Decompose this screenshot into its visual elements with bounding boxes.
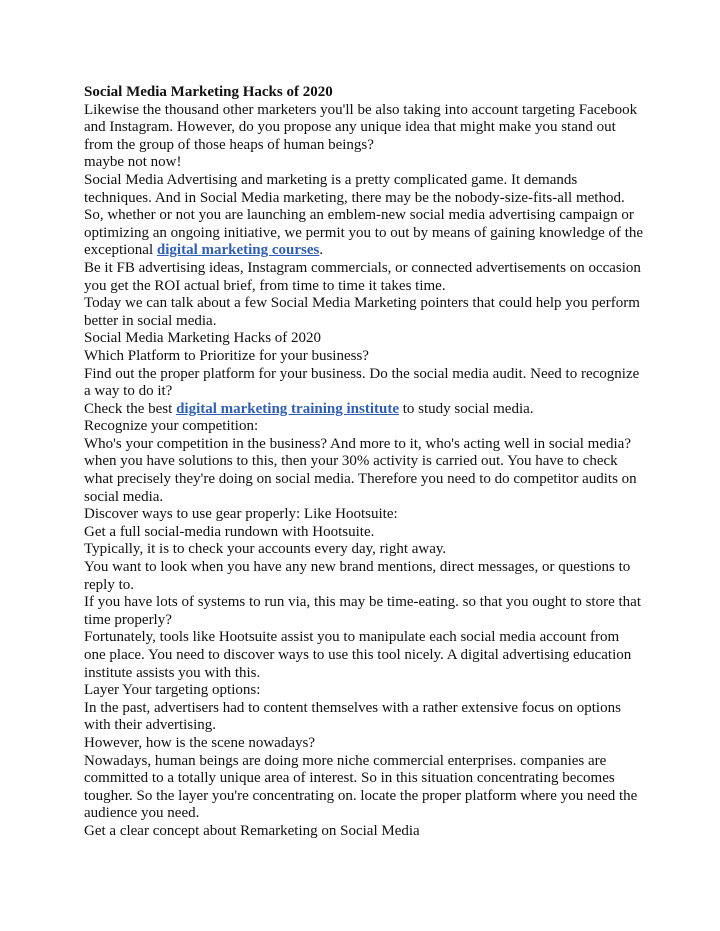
paragraph-typically: Typically, it is to check your accounts every day, right away. [84,541,447,558]
paragraph-in-past: In the past, advertisers had to content themselves with a rather extensive focus on options with their advertising. [84,699,621,734]
section-heading-competition: Recognize your competition: [84,418,259,435]
paragraph-advertising-end: . [319,242,324,259]
paragraph-competition: Who's your competition in the business? And more to it, who's acting well in social media? when you have solutions to this, then your 30% activity is carried out. You have to check what precisely they're doing on social media. Therefore you need to do competitor audits on social media. [84,435,637,505]
paragraph-today: Today we can talk about a few Social Media Marketing pointers that could help you perform better in social media. [84,295,640,329]
paragraph-check-end: to study social media. [398,400,534,417]
document-title: Social Media Marketing Hacks of 2020 [84,84,333,100]
paragraph-roi: Be it FB advertising ideas, Instagram commercials, or connected advertisements on occasion you get the ROI actual brief, from time to time it takes time. [84,259,641,294]
paragraph-check-best [84,401,644,419]
section-heading-layer: Layer Your targeting options: [84,682,261,699]
paragraph-fortunately: Fortunately, tools like Hootsuite assist you to manipulate each social media account from one place. You need to discover ways to use this tool nicely. A digital advertising education institute assists you with this. [84,629,632,681]
link-digital-marketing-training-institute[interactable]: digital marketing training institute [176,400,399,417]
paragraph-rundown: Get a full social-media rundown with Hootsuite. [84,523,375,540]
document-body [84,84,644,841]
section-heading-remarketing: Get a clear concept about Remarketing on Social Media [84,822,420,839]
paragraph-check-text: Check the best [84,400,177,417]
paragraph-you-want: You want to look when you have any new brand mentions, direct messages, or questions to reply to. [84,559,631,593]
link-digital-marketing-courses[interactable]: digital marketing courses [156,242,320,259]
paragraph-maybe: maybe not now! [84,154,182,171]
paragraph-if-lots: If you have lots of systems to run via, this may be time-eating. so that you ought to store that time properly? [84,594,641,628]
paragraph-advertising [84,172,644,260]
paragraph-intro: Likewise the thousand other marketers you'll be also taking into account targeting Facebook and Instagram. However, do you propose any unique idea that might make you stand out from the group of those heaps of human beings? [84,101,638,153]
paragraph-advertising-text: Social Media Advertising and marketing is a pretty complicated game. It demands techniques. And in Social Media marketing, there may be the nobody-size-fits-all method. So, whether or not you are launching an emblem-new social media advertising campaign or optimizing an ongoing initiative, we permit you to out by means of gaining knowledge of the exceptional [84,171,644,259]
paragraph-however: However, how is the scene nowadays? [84,734,315,751]
paragraph-find-platform: Find out the proper platform for your business. Do the social media audit. Need to recognize a way to do it? [84,365,640,400]
section-heading-discover: Discover ways to use gear properly: Like Hootsuite: [84,506,398,523]
paragraph-nowadays: Nowadays, human beings are doing more niche commercial enterprises. companies are committed to a totally unique area of interest. So in this situation concentrating becomes tougher. So the layer you're concentrating on. locate the proper platform where you need the audience you need. [84,752,638,822]
section-heading-hacks: Social Media Marketing Hacks of 2020 [84,330,322,347]
section-heading-platform: Which Platform to Prioritize for your business? [84,347,369,364]
